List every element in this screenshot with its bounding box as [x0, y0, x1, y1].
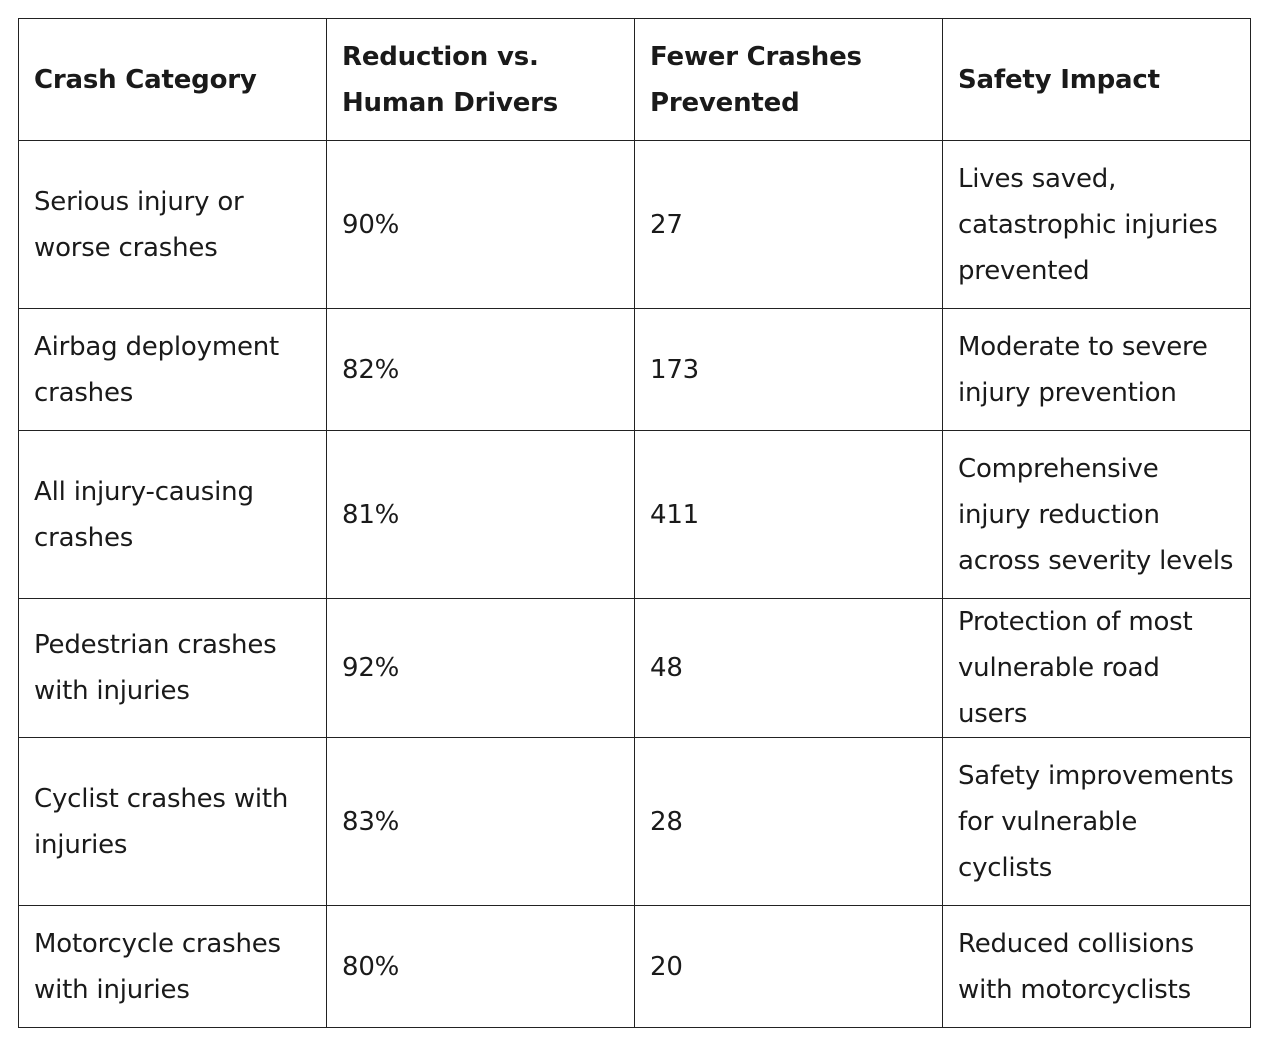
cell-safety-impact: Protection of most vulnerable road users [943, 599, 1251, 738]
table-header [19, 19, 1251, 141]
table-row [19, 431, 1251, 599]
cell-reduction: 83% [327, 738, 635, 906]
header-row [19, 19, 1251, 141]
cell-crash-category: Serious injury or worse crashes [19, 141, 327, 309]
cell-crash-category: All injury-causing crashes [19, 431, 327, 599]
table-row [19, 599, 1251, 738]
header-fewer-crashes: Fewer Crashes Prevented [635, 19, 943, 141]
table-body [19, 141, 1251, 1028]
cell-reduction: 92% [327, 599, 635, 738]
cell-fewer-crashes: 28 [635, 738, 943, 906]
table-row [19, 309, 1251, 431]
cell-fewer-crashes: 173 [635, 309, 943, 431]
cell-reduction: 81% [327, 431, 635, 599]
crash-comparison-table [18, 18, 1251, 1028]
table-row [19, 738, 1251, 906]
cell-crash-category: Pedestrian crashes with injuries [19, 599, 327, 738]
cell-safety-impact: Lives saved, catastrophic injuries prevented [943, 141, 1251, 309]
cell-reduction: 90% [327, 141, 635, 309]
header-crash-category: Crash Category [19, 19, 327, 141]
table-row [19, 141, 1251, 309]
cell-fewer-crashes: 20 [635, 906, 943, 1028]
cell-safety-impact: Safety improvements for vulnerable cyclists [943, 738, 1251, 906]
cell-fewer-crashes: 48 [635, 599, 943, 738]
cell-safety-impact: Comprehensive injury reduction across severity levels [943, 431, 1251, 599]
header-safety-impact: Safety Impact [943, 19, 1251, 141]
cell-safety-impact: Reduced collisions with motorcyclists [943, 906, 1251, 1028]
cell-crash-category: Airbag deployment crashes [19, 309, 327, 431]
cell-reduction: 80% [327, 906, 635, 1028]
cell-crash-category: Motorcycle crashes with injuries [19, 906, 327, 1028]
cell-reduction: 82% [327, 309, 635, 431]
cell-fewer-crashes: 27 [635, 141, 943, 309]
header-reduction: Reduction vs. Human Drivers [327, 19, 635, 141]
cell-safety-impact: Moderate to severe injury prevention [943, 309, 1251, 431]
table-row [19, 906, 1251, 1028]
cell-fewer-crashes: 411 [635, 431, 943, 599]
cell-crash-category: Cyclist crashes with injuries [19, 738, 327, 906]
crash-comparison-table-container [18, 18, 1250, 1028]
